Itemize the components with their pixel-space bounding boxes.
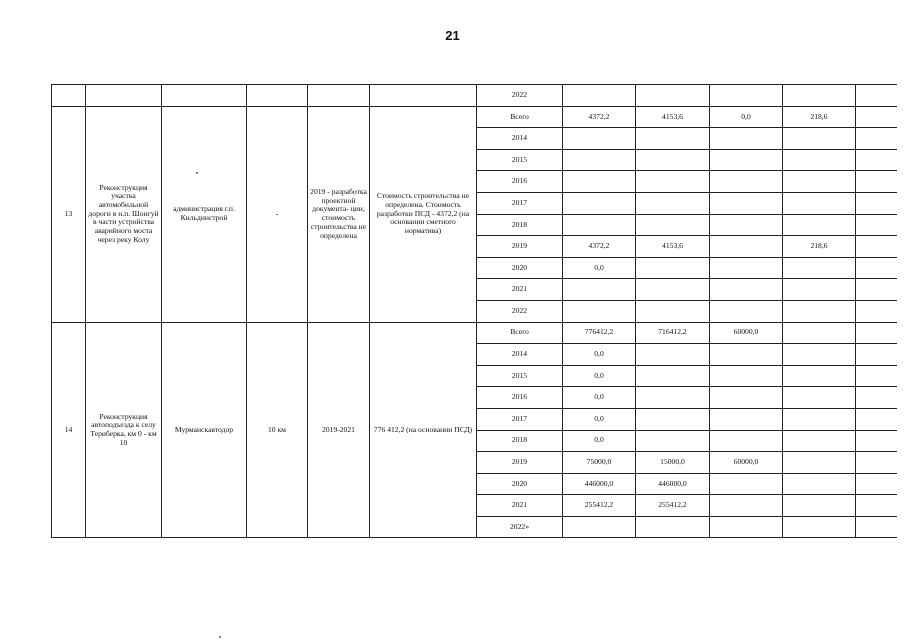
total-value: 4372,2 [563, 106, 636, 128]
year-label: 2014 [477, 344, 563, 366]
total-value [563, 128, 636, 150]
empty-cell [856, 171, 897, 193]
funding-value-2 [710, 171, 783, 193]
year-label: 2014 [477, 128, 563, 150]
year-label: 2018 [477, 430, 563, 452]
funding-value-2 [710, 387, 783, 409]
funding-value-2: 60000,0 [710, 452, 783, 474]
funding-value-1 [636, 257, 710, 279]
total-value [563, 171, 636, 193]
empty-cell [856, 85, 897, 107]
project-number: 14 [52, 322, 86, 538]
funding-value-1: 4153,6 [636, 236, 710, 258]
funding-value-3 [783, 214, 856, 236]
total-value: 0,0 [563, 387, 636, 409]
funding-value-2 [710, 430, 783, 452]
empty-cell [856, 452, 897, 474]
empty-cell [710, 85, 783, 107]
funding-value-2 [710, 344, 783, 366]
empty-cell [162, 85, 247, 107]
funding-value-1 [636, 387, 710, 409]
year-label: 2022 [477, 300, 563, 322]
total-value: 0,0 [563, 344, 636, 366]
investment-table [51, 84, 897, 538]
funding-value-1 [636, 171, 710, 193]
funding-value-1: 15000,0 [636, 452, 710, 474]
empty-cell [856, 236, 897, 258]
project-cost: 776 412,2 (на основании ПСД) [370, 322, 477, 538]
funding-value-2 [710, 300, 783, 322]
year-label: 2020 [477, 257, 563, 279]
funding-value-3 [783, 171, 856, 193]
funding-value-2 [710, 236, 783, 258]
empty-cell [856, 387, 897, 409]
funding-value-3 [783, 192, 856, 214]
funding-value-3 [783, 365, 856, 387]
year-label: 2015 [477, 365, 563, 387]
project-capacity: - [247, 106, 308, 322]
empty-cell [856, 214, 897, 236]
total-value: 446000,0 [563, 473, 636, 495]
funding-value-3 [783, 322, 856, 344]
funding-value-2: 60000,0 [710, 322, 783, 344]
funding-value-2 [710, 473, 783, 495]
empty-cell [308, 85, 370, 107]
total-value: 255412,2 [563, 495, 636, 517]
funding-value-1 [636, 214, 710, 236]
empty-cell [86, 85, 162, 107]
funding-value-2 [710, 495, 783, 517]
total-value: 0,0 [563, 430, 636, 452]
funding-value-1 [636, 192, 710, 214]
year-cell: 2022 [477, 85, 563, 107]
funding-value-3 [783, 452, 856, 474]
table-body [52, 85, 897, 538]
year-label: 2017 [477, 408, 563, 430]
page-number: 21 [445, 28, 460, 43]
funding-value-3 [783, 387, 856, 409]
funding-value-1 [636, 279, 710, 301]
empty-cell [783, 85, 856, 107]
table-row [52, 106, 897, 128]
funding-value-3 [783, 495, 856, 517]
empty-cell [856, 322, 897, 344]
empty-cell [563, 85, 636, 107]
year-label: 2018 [477, 214, 563, 236]
year-label: 2019 [477, 236, 563, 258]
funding-value-3 [783, 473, 856, 495]
funding-value-1: 4153,6 [636, 106, 710, 128]
project-executor: администрация г.п. Кильдинстрой [162, 106, 247, 322]
funding-value-1 [636, 300, 710, 322]
project-cost: Стоимость строительства не определена. Стоимость разработки ПСД - 4372,2 (на основании сметного норматива) [370, 106, 477, 322]
funding-value-3 [783, 128, 856, 150]
funding-value-1: 716412,2 [636, 322, 710, 344]
funding-value-2: 0,0 [710, 106, 783, 128]
project-name: Реконструкция автоподъезда к селу Териберка, км 0 - км 10 [86, 322, 162, 538]
year-label: 2016 [477, 387, 563, 409]
funding-value-3 [783, 149, 856, 171]
project-period: 2019-2021 [308, 322, 370, 538]
funding-value-1 [636, 128, 710, 150]
total-value: 4372,2 [563, 236, 636, 258]
empty-cell [856, 257, 897, 279]
funding-value-2 [710, 128, 783, 150]
funding-value-3 [783, 408, 856, 430]
funding-value-3 [783, 279, 856, 301]
empty-cell [856, 516, 897, 538]
empty-cell [856, 430, 897, 452]
total-value [563, 300, 636, 322]
funding-value-2 [710, 408, 783, 430]
year-label: 2020 [477, 473, 563, 495]
funding-value-2 [710, 516, 783, 538]
table-row-top [52, 85, 897, 107]
empty-cell [370, 85, 477, 107]
funding-value-1: 255412,2 [636, 495, 710, 517]
empty-cell [856, 365, 897, 387]
scan-speck [219, 636, 221, 638]
funding-value-2 [710, 279, 783, 301]
funding-value-1 [636, 516, 710, 538]
empty-cell [856, 106, 897, 128]
empty-cell [856, 473, 897, 495]
empty-cell [856, 495, 897, 517]
empty-cell [856, 300, 897, 322]
project-number: 13 [52, 106, 86, 322]
funding-value-1 [636, 430, 710, 452]
total-value [563, 149, 636, 171]
total-value: 75000,0 [563, 452, 636, 474]
total-value [563, 192, 636, 214]
empty-cell [856, 344, 897, 366]
empty-cell [856, 279, 897, 301]
scan-speck [196, 172, 198, 174]
funding-value-2 [710, 214, 783, 236]
funding-value-1 [636, 149, 710, 171]
total-value: 776412,2 [563, 322, 636, 344]
funding-value-3: 218,6 [783, 106, 856, 128]
empty-cell [856, 192, 897, 214]
funding-value-2 [710, 149, 783, 171]
project-executor: Мурманскавтодор [162, 322, 247, 538]
year-label: 2019 [477, 452, 563, 474]
funding-value-3: 218,6 [783, 236, 856, 258]
funding-value-1: 446000,0 [636, 473, 710, 495]
total-value: 0,0 [563, 365, 636, 387]
total-value: 0,0 [563, 408, 636, 430]
year-label: 2022» [477, 516, 563, 538]
empty-cell [856, 128, 897, 150]
table-row [52, 322, 897, 344]
year-label: Всего [477, 106, 563, 128]
project-capacity: 10 км [247, 322, 308, 538]
year-label: 2021 [477, 495, 563, 517]
empty-cell [856, 149, 897, 171]
funding-value-1 [636, 408, 710, 430]
year-label: 2015 [477, 149, 563, 171]
empty-cell [52, 85, 86, 107]
funding-value-3 [783, 300, 856, 322]
funding-value-3 [783, 257, 856, 279]
funding-value-3 [783, 344, 856, 366]
project-period: 2019 - разработка проектной документа- ции, стоимость строительства не определена [308, 106, 370, 322]
funding-value-1 [636, 344, 710, 366]
funding-value-2 [710, 365, 783, 387]
year-label: 2016 [477, 171, 563, 193]
funding-value-3 [783, 430, 856, 452]
funding-value-2 [710, 192, 783, 214]
total-value: 0,0 [563, 257, 636, 279]
empty-cell [636, 85, 710, 107]
year-label: 2017 [477, 192, 563, 214]
funding-value-3 [783, 516, 856, 538]
year-label: Всего [477, 322, 563, 344]
total-value [563, 214, 636, 236]
funding-value-2 [710, 257, 783, 279]
year-label: 2021 [477, 279, 563, 301]
total-value [563, 279, 636, 301]
empty-cell [856, 408, 897, 430]
empty-cell [247, 85, 308, 107]
total-value [563, 516, 636, 538]
funding-value-1 [636, 365, 710, 387]
project-name: Реконструкция участка автомобильной дороги в н.п. Шонгуй в части устройства аварийного моста через реку Колу [86, 106, 162, 322]
